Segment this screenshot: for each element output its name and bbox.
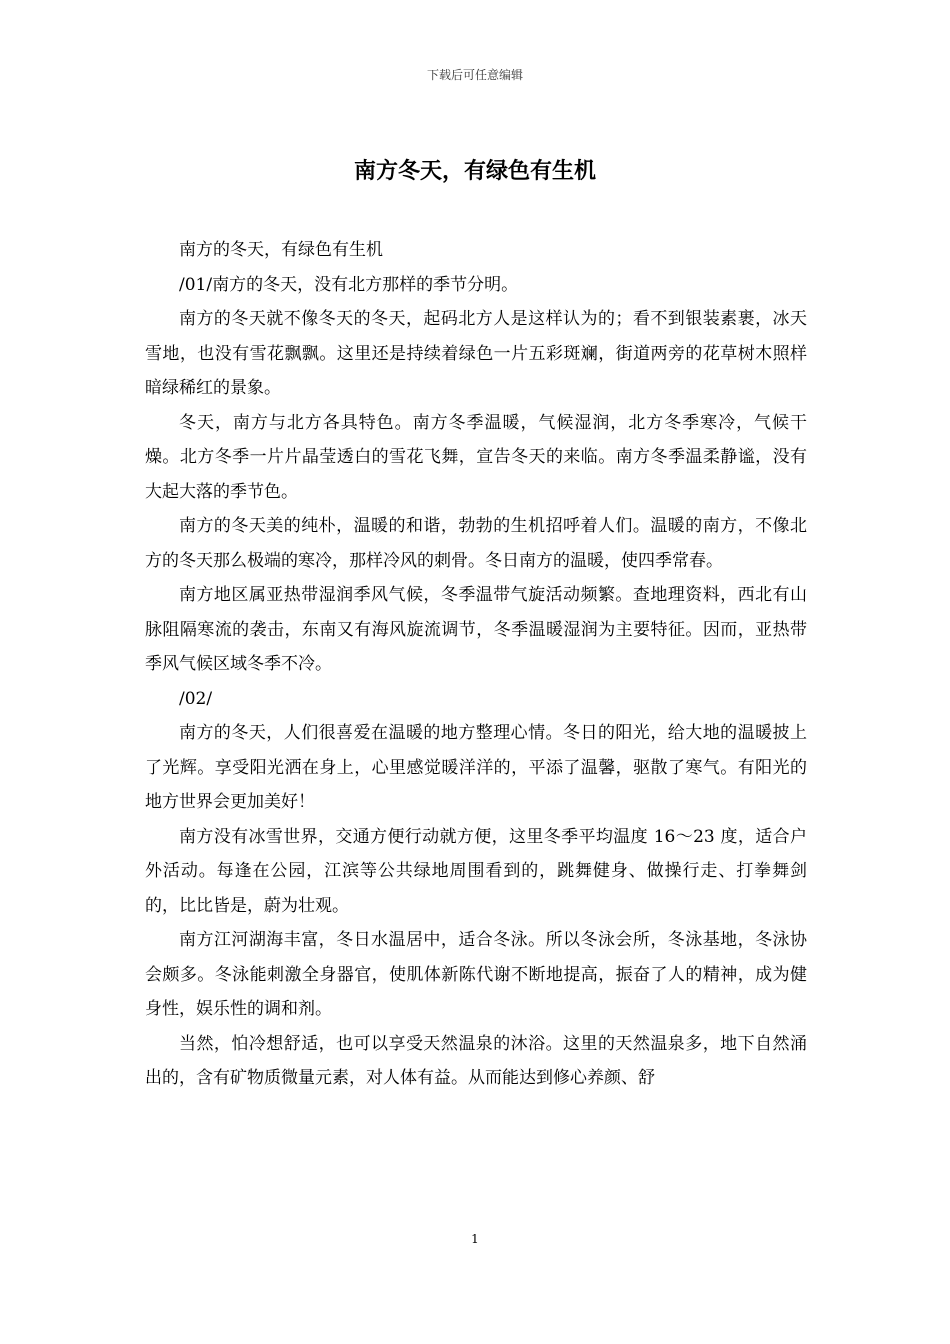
- document-body: [145, 233, 807, 1096]
- paragraph: 当然，怕冷想舒适，也可以享受天然温泉的沐浴。这里的天然温泉多，地下自然涌出的，含有矿物质微量元素，对人体有益。从而能达到修心养颜、舒: [145, 1033, 807, 1088]
- paragraph: 南方的冬天美的纯朴，温暖的和谐，勃勃的生机招呼着人们。温暖的南方，不像北方的冬天那么极端的寒冷，那样冷风的刺骨。冬日南方的温暖，使四季常春。: [145, 516, 807, 571]
- paragraph: 南方的冬天，有绿色有生机: [179, 240, 383, 260]
- paragraph: 南方的冬天，人们很喜爱在温暖的地方整理心情。冬日的阳光，给大地的温暖披上了光辉。享受阳光洒在身上，心里感觉暖洋洋的，平添了温馨，驱散了寒气。有阳光的地方世界会更加美好！: [145, 723, 807, 812]
- paragraph: /01/南方的冬天，没有北方那样的季节分明。: [179, 274, 519, 295]
- page-title: 南方冬天，有绿色有生机: [353, 159, 596, 184]
- paragraph: 南方江河湖海丰富，冬日水温居中，适合冬泳。所以冬泳会所，冬泳基地，冬泳协会颇多。冬泳能刺激全身器官，使肌体新陈代谢不断地提高，振奋了人的精神，成为健身性，娱乐性的调和剂。: [145, 930, 807, 1019]
- paragraph: 南方的冬天就不像冬天的冬天，起码北方人是这样认为的；看不到银装素裹，冰天雪地，也没有雪花飘飘。这里还是持续着绿色一片五彩斑斓，街道两旁的花草树木照样暗绿稀红的景象。: [145, 309, 807, 398]
- paragraph: 冬天，南方与北方各具特色。南方冬季温暖，气候湿润，北方冬季寒冷，气候干燥。北方冬季一片片晶莹透白的雪花飞舞，宣告冬天的来临。南方冬季温柔静谧，没有大起大落的季节色。: [145, 412, 807, 502]
- section-marker: /02/: [179, 688, 213, 709]
- paragraph: 南方地区属亚热带湿润季风气候，冬季温带气旋活动频繁。查地理资料，西北有山脉阻隔寒流的袭击，东南又有海风旋流调节，冬季温暖湿润为主要特征。因而，亚热带季风气候区域冬季不冷。: [145, 585, 807, 674]
- page-number: 1: [471, 1232, 479, 1246]
- page-header: 下载后可任意编辑: [426, 68, 523, 82]
- paragraph: 南方没有冰雪世界，交通方便行动就方便，这里冬季平均温度 16～23 度，适合户外活动。每逢在公园，江滨等公共绿地周围看到的，跳舞健身、做操行走、打拳舞剑的，比比皆是，蔚为壮观。: [145, 826, 807, 916]
